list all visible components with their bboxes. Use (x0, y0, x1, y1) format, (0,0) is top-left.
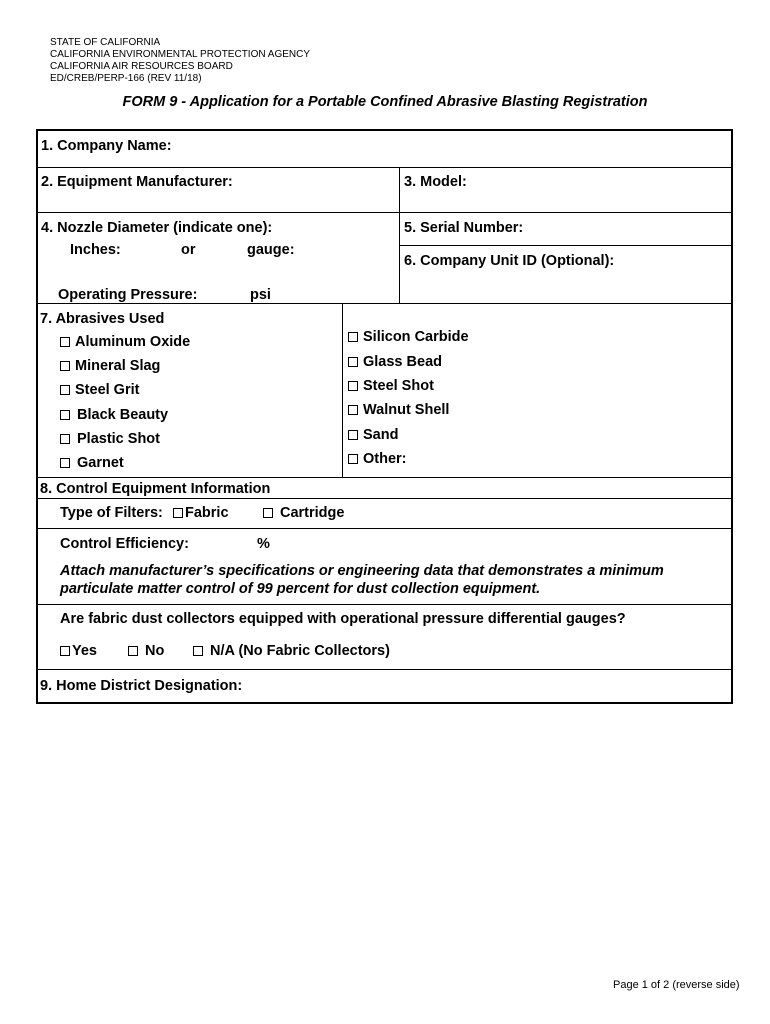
serial-number-label[interactable]: 5. Serial Number: (404, 220, 524, 236)
control-equipment-heading: 8. Control Equipment Information (40, 481, 271, 497)
row-divider-serial (399, 245, 733, 246)
type-of-filters-label: Type of Filters: (60, 505, 163, 521)
psi-unit: psi (250, 287, 271, 303)
abrasive-label: Silicon Carbide (363, 329, 469, 345)
equipment-manufacturer-label[interactable]: 2. Equipment Manufacturer: (41, 174, 233, 190)
gauge-answer-yes[interactable] (60, 642, 97, 660)
percent-unit: % (257, 536, 270, 552)
gauge-answer-no[interactable] (128, 642, 164, 660)
row-divider-6 (36, 528, 733, 529)
checkbox-icon[interactable] (348, 357, 358, 367)
header-line-form-code: ED/CREB/PERP-166 (REV 11/18) (50, 73, 202, 84)
checkbox-icon[interactable] (348, 430, 358, 440)
filter-option-cartridge[interactable] (263, 504, 344, 522)
model-label[interactable]: 3. Model: (404, 174, 467, 190)
gauge-question: Are fabric dust collectors equipped with operational pressure differential gauges? (60, 611, 626, 627)
or-label: or (181, 242, 196, 258)
abrasive-option-garnet[interactable] (60, 454, 124, 472)
company-name-label[interactable]: 1. Company Name: (41, 138, 172, 154)
column-divider-upper (399, 167, 400, 303)
abrasive-option-black-beauty[interactable] (60, 406, 168, 424)
abrasive-label: Steel Shot (363, 378, 434, 394)
checkbox-icon[interactable] (128, 646, 138, 656)
row-divider-1 (36, 167, 733, 168)
filter-label: Cartridge (280, 505, 345, 521)
abrasive-label: Walnut Shell (363, 402, 450, 418)
header-line-carb: CALIFORNIA AIR RESOURCES BOARD (50, 61, 233, 72)
abrasive-label: Plastic Shot (77, 431, 160, 447)
checkbox-icon[interactable] (263, 508, 273, 518)
page-footer: Page 1 of 2 (reverse side) (613, 979, 740, 991)
answer-label: No (145, 643, 165, 659)
header-line-state: STATE OF CALIFORNIA (50, 37, 161, 48)
nozzle-diameter-label: 4. Nozzle Diameter (indicate one): (41, 220, 273, 236)
inches-label[interactable]: Inches: (70, 242, 121, 258)
abrasive-option-steel-shot[interactable] (348, 377, 434, 395)
row-divider-4 (36, 477, 733, 478)
abrasive-option-mineral-slag[interactable] (60, 357, 160, 375)
abrasive-label: Aluminum Oxide (75, 334, 191, 350)
abrasive-label: Mineral Slag (75, 358, 161, 374)
filter-option-fabric[interactable] (173, 504, 229, 522)
abrasive-label: Glass Bead (363, 354, 442, 370)
abrasive-label: Steel Grit (75, 382, 140, 398)
filter-label: Fabric (185, 505, 229, 521)
control-efficiency-label[interactable]: Control Efficiency: (60, 536, 189, 552)
row-divider-2 (36, 212, 733, 213)
abrasive-option-silicon-carbide[interactable] (348, 328, 469, 346)
checkbox-icon[interactable] (60, 410, 70, 420)
checkbox-icon[interactable] (193, 646, 203, 656)
gauge-label[interactable]: gauge: (247, 242, 295, 258)
home-district-label[interactable]: 9. Home District Designation: (40, 678, 243, 694)
agency-header (50, 37, 310, 85)
abrasive-option-plastic-shot[interactable] (60, 430, 160, 448)
answer-label: N/A (No Fabric Collectors) (210, 643, 390, 659)
abrasive-label: Black Beauty (77, 407, 169, 423)
abrasive-label: Other: (363, 451, 407, 467)
row-divider-8 (36, 669, 733, 670)
checkbox-icon[interactable] (60, 646, 70, 656)
abrasive-label: Sand (363, 427, 399, 443)
checkbox-icon[interactable] (348, 381, 358, 391)
answer-label: Yes (72, 643, 97, 659)
checkbox-icon[interactable] (348, 332, 358, 342)
company-unit-id-label[interactable]: 6. Company Unit ID (Optional): (404, 253, 615, 269)
header-line-calepa: CALIFORNIA ENVIRONMENTAL PROTECTION AGENCY (50, 49, 311, 60)
operating-pressure-label[interactable]: Operating Pressure: (58, 287, 198, 303)
checkbox-icon[interactable] (60, 385, 70, 395)
checkbox-icon[interactable] (60, 434, 70, 444)
attach-instruction-line2: particulate matter control of 99 percent for dust collection equipment. (60, 581, 541, 597)
abrasive-option-glass-bead[interactable] (348, 353, 442, 371)
form-title: FORM 9 - Application for a Portable Confined Abrasive Blasting Registration (122, 94, 648, 110)
checkbox-icon[interactable] (348, 454, 358, 464)
checkbox-icon[interactable] (173, 508, 183, 518)
abrasives-heading: 7. Abrasives Used (40, 311, 165, 327)
abrasive-option-steel-grit[interactable] (60, 381, 139, 399)
row-divider-5 (36, 498, 733, 499)
attach-instruction-line1: Attach manufacturer’s specifications or engineering data that demonstrates a minimum (60, 563, 664, 579)
abrasive-option-walnut-shell[interactable] (348, 401, 449, 419)
checkbox-icon[interactable] (60, 337, 70, 347)
checkbox-icon[interactable] (60, 458, 70, 468)
checkbox-icon[interactable] (348, 405, 358, 415)
abrasive-option-sand[interactable] (348, 426, 398, 444)
gauge-answer-na[interactable] (193, 642, 390, 660)
abrasive-option-aluminum-oxide[interactable] (60, 333, 190, 351)
checkbox-icon[interactable] (60, 361, 70, 371)
abrasive-label: Garnet (77, 455, 124, 471)
row-divider-7 (36, 604, 733, 605)
column-divider-abrasives (342, 303, 343, 477)
abrasive-option-other[interactable] (348, 450, 407, 468)
